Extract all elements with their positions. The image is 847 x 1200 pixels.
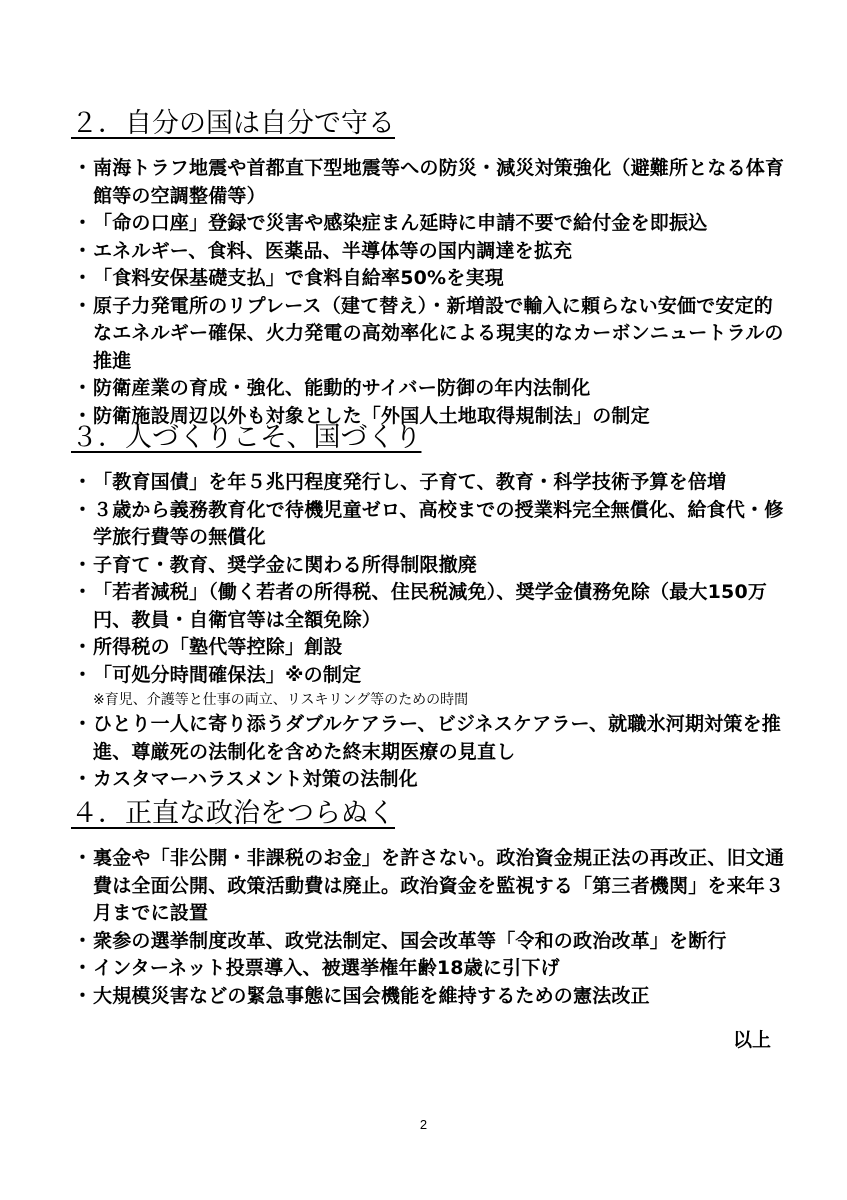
list-item: ・ 子育て・教育、奨学金に関わる所得制限撤廃 [71,552,791,580]
list-item: ・ 原子力発電所のリプレース（建て替え）・新増設で輸入に頼らない安価で安定的なエネルギー確保、火力発電の高効率化による現実的なカーボンニュートラルの推進 [73,294,784,372]
list-item: ・ 「食料安保基礎支払」で食料自給率50%を実現 [71,265,791,293]
section-4 [71,797,791,1010]
list-item: ・ 「教育国債」を年５兆円程度発行し、子育て、教育・科学技術予算を倍増 [71,469,791,497]
bullet-mark: ・ [73,768,93,790]
list-item: ・ 所得税の「塾代等控除」創設 [71,634,791,662]
list-item: ・ ひとり一人に寄り添うダブルケアラー、ビジネスケアラー、就職氷河期対策を推進、尊厳死の法制化を含めた終末期医療の見直し [73,713,781,763]
list-item: ・ 防衛産業の育成・強化、能動的サイバー防御の年内法制化 [71,375,791,403]
bullet-mark: ・ [73,239,93,262]
list-item: ・ 衆参の選挙制度改革、政党法制定、国会改革等「令和の政治改革」を断行 [71,928,791,956]
bullet-mark: ・ [73,212,93,234]
bullet-mark: ・ [73,984,93,1007]
closing-text: 以上 [732,1029,771,1051]
bullet-mark: ・ [73,581,93,603]
bullet-mark: ・ [73,957,93,979]
list-item: ・ ３歳から義務教育化で待機児童ゼロ、高校までの授業料完全無償化、給食代・修学旅行費等の無償化 [73,498,784,548]
bullet-mark: ・ [73,157,93,179]
section-heading: ３．人づくりこそ、国づくり [71,422,422,453]
list-item: ・ 「可処分時間確保法」※の制定 [71,662,791,690]
bullet-mark: ・ [73,847,93,869]
bullet-mark: ・ [73,404,93,427]
section-heading: ２．自分の国は自分で守る [71,108,395,139]
list-item: ・ 防衛施設周辺以外も対象とした「外国人土地取得規制法」の制定 [71,403,791,431]
list-item: ・ 南海トラフ地震や首都直下型地震等への防災・減災対策強化（避難所となる体育館等の空調整備等） [73,157,785,207]
bullet-mark: ・ [73,636,93,658]
bullet-mark: ・ [73,267,93,289]
bullet-mark: ・ [73,377,93,399]
bullet-mark: ・ [73,471,93,493]
bullet-mark: ・ [73,294,93,317]
list-item: ・ カスタマーハラスメント対策の法制化 [71,766,791,794]
item-list [71,469,791,794]
section-heading: ４．正直な政治をつらぬく [71,798,395,829]
list-item: ・ 「若者減税」（働く若者の所得税、住民税減免）、奨学金債務免除（最大150万円、教員・自衛官等は全額免除） [73,581,768,631]
item-list [71,155,791,430]
page-number: 2 [419,1117,428,1132]
footnote: ※育児、介護等と仕事の両立、リスキリング等のための時間 [93,692,469,708]
list-item: ・ エネルギー、食料、医薬品、半導体等の国内調達を拡充 [71,238,791,266]
bullet-mark: ・ [73,713,93,735]
item-list [71,845,791,1010]
list-item: ・ 大規模災害などの緊急事態に国会機能を維持するための憲法改正 [71,983,791,1011]
bullet-mark: ・ [73,663,93,686]
bullet-mark: ・ [73,498,93,521]
section-3 [71,421,791,794]
list-item: ・ インターネット投票導入、被選挙権年齢18歳に引下げ [71,955,791,983]
list-item: ・ 「命の口座」登録で災害や感染症まん延時に申請不要で給付金を即振込 [71,210,791,238]
bullet-mark: ・ [73,929,93,952]
bullet-mark: ・ [73,553,93,576]
section-2 [71,107,791,430]
list-item: ・ 裏金や「非公開・非課税のお金」を許さない。政治資金規正法の再改正、旧文通費は全面公開、政策活動費は廃止。政治資金を監視する「第三者機関」を来年３月までに設置 [73,847,785,924]
